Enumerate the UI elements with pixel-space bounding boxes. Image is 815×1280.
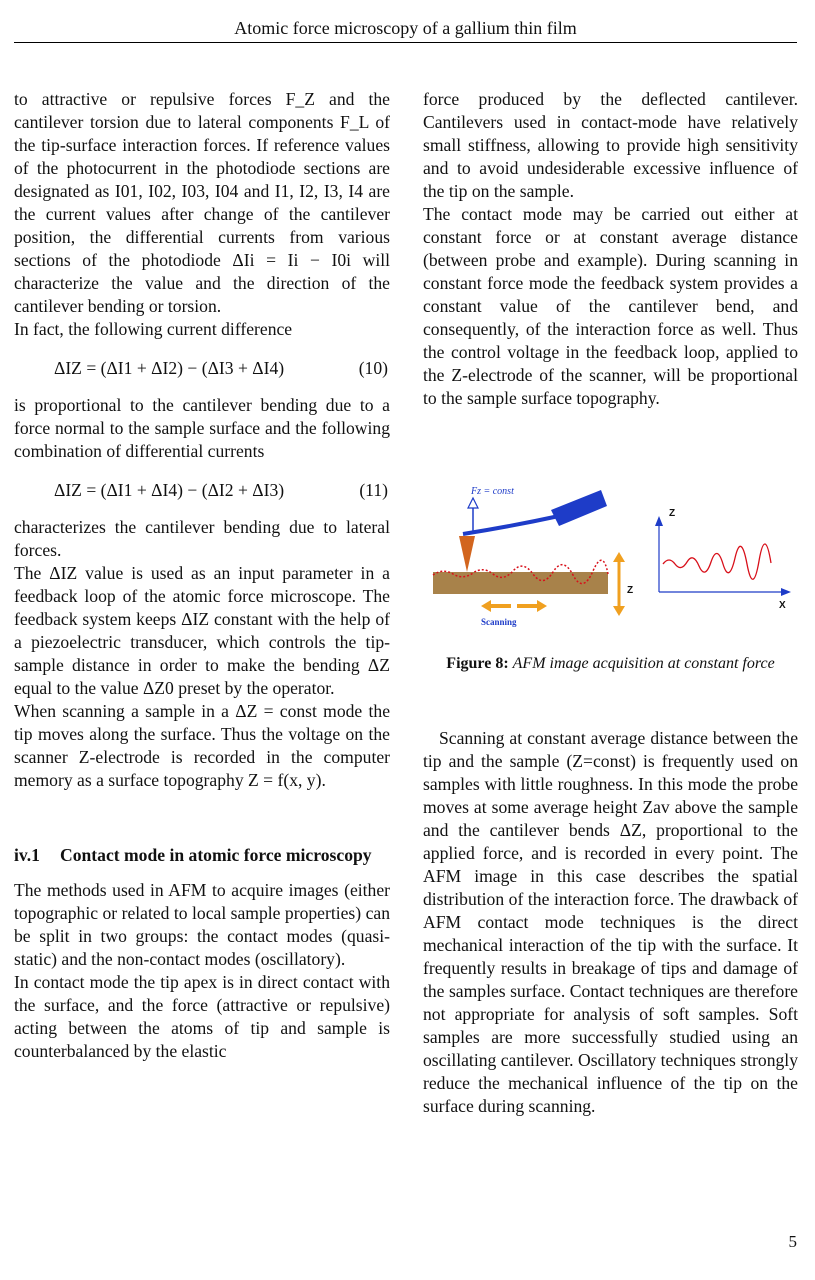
paragraph: The methods used in AFM to acquire images (either topographic or related to local sample properties) can be split in two groups: the contact modes (quasi-static) and the non-contact modes (oscillatory). <box>14 880 390 969</box>
paragraph: characterizes the cantilever bending due to lateral forces. <box>14 517 390 560</box>
paragraph: The ΔIZ value is used as an input parameter in a feedback loop of the atomic force microscope. The feedback system keeps ΔIZ constant with the help of a piezoelectric transducer, which controls the tip-sample distance in order to make the bending ΔZ equal to the value ΔZ0 preset by the operator. <box>14 563 390 698</box>
page-number: 5 <box>788 1232 797 1251</box>
afm-tip <box>459 536 475 572</box>
paragraph: to attractive or repulsive forces F_Z and the cantilever torsion due to lateral components F_L of the tip-surface interaction forces. If reference values of the photocurrent in the photodiode sections are designated as I01, I02, I03, I04 and I1, I2, I3, I4 are the current values after change of the cantilever position, the differential currents from various sections of the photodiode ΔIi = Ii − I0i will characterize the value and the direction of the cantilever bending or torsion. <box>14 89 390 316</box>
paragraph: Scanning at constant average distance between the tip and the sample (Z=const) is frequently used on samples with little roughness. In this mode the probe moves at some average height Zav above the sample and the cantilever bends ΔZ, proportional to the applied force, and is recorded in every point. The AFM image in this case describes the spatial distribution of the interaction force. The drawback of AFM contact mode techniques is the direct mechanical interaction of the tip with the surface. It frequently results in breakage of tips and damage of the samples surface. Contact techniques are therefore not appropriate for analysis of soft samples. Soft samples are more successfully studied using an oscillating cantilever. Oscillatory techniques strongly reduce the mechanical influence of the tip on the surface during scanning. <box>423 728 798 1116</box>
topography-signal <box>663 544 771 579</box>
paragraph: The contact mode may be carried out either at constant force or at constant average distance (between probe and example). During scanning in constant force mode the feedback system provides a constant value of the cantilever bend, and consequently, of the interaction force as well. Thus the control voltage in the feedback loop, applied to the Z-electrode of the scanner, will be proportional to the sample surface topography. <box>423 204 798 408</box>
force-arrow <box>468 498 478 532</box>
cantilever-beam <box>463 516 559 534</box>
figure-8 <box>423 480 798 640</box>
header-rule <box>14 42 797 43</box>
equation-10 <box>14 357 390 380</box>
scanning-label: Scanning <box>481 617 517 627</box>
section-title: Contact mode in atomic force microscopy <box>60 845 372 865</box>
right-column <box>423 88 798 1118</box>
paragraph: is proportional to the cantilever bending due to a force normal to the sample surface and the following combination of differential currents <box>14 395 390 461</box>
running-title: Atomic force microscopy of a gallium thin film <box>234 18 577 38</box>
x-axis-label: X <box>779 600 786 611</box>
z-arrow-label: Z <box>627 585 634 596</box>
scanning-arrows <box>481 600 547 612</box>
z-axis-label: Z <box>669 508 676 519</box>
equation-number: (11) <box>359 480 388 500</box>
caption-text: AFM image acquisition at constant force <box>512 655 775 672</box>
paragraph: In fact, the following current difference <box>14 319 293 339</box>
equation-body: ΔIZ = (ΔI1 + ΔI4) − (ΔI2 + ΔI3) <box>54 480 285 500</box>
left-column <box>14 88 390 1063</box>
x-axis <box>659 588 791 596</box>
z-motion-arrow <box>613 552 625 616</box>
equation-11 <box>14 479 390 502</box>
afm-diagram <box>423 480 798 640</box>
caption-label: Figure 8: <box>446 655 509 672</box>
equation-number: (10) <box>358 358 388 378</box>
equation-body: ΔIZ = (ΔI1 + ΔI2) − (ΔI3 + ΔI4) <box>54 358 285 378</box>
paragraph: force produced by the deflected cantilever. Cantilevers used in contact-mode have relatively small stiffness, allowing to provide high sensitivity and to avoid undesiderable excessive influence of the tip on the sample. <box>423 89 798 201</box>
section-heading <box>14 844 390 867</box>
force-label: Fz = const <box>471 486 514 497</box>
z-axis <box>655 516 663 592</box>
cantilever-holder <box>551 490 607 526</box>
figure-caption <box>423 652 798 675</box>
paragraph: In contact mode the tip apex is in direct contact with the surface, and the force (attractive or repulsive) acting between the atoms of tip and sample is counterbalanced by the elastic <box>14 972 390 1061</box>
section-number: iv.1 <box>14 845 40 865</box>
paragraph: When scanning a sample in a ΔZ = const mode the tip moves along the surface. Thus the voltage on the scanner Z-electrode is recorded in the computer memory as a surface topography Z = f(x, y). <box>14 701 390 790</box>
